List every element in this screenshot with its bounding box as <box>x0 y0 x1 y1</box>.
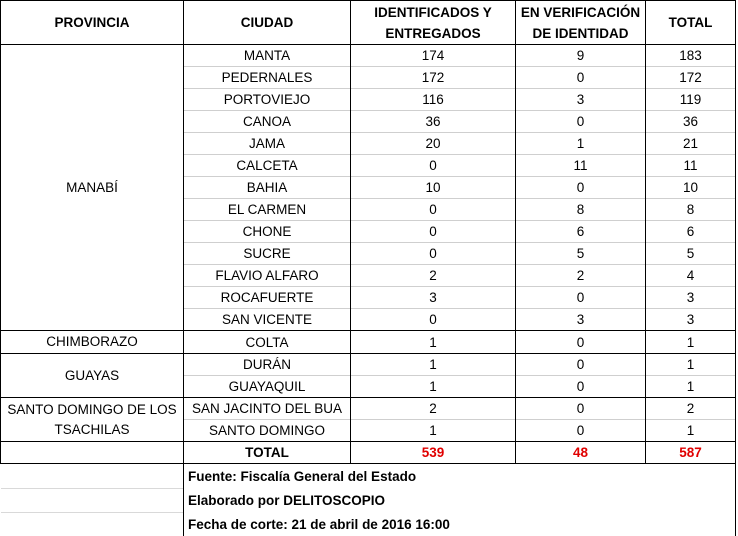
footer-row <box>1 488 736 512</box>
totals-blank-cell <box>1 442 184 464</box>
total-cell: 3 <box>646 309 736 331</box>
ciudad-cell: CALCETA <box>184 155 351 177</box>
total-cell: 21 <box>646 133 736 155</box>
header-ciudad: CIUDAD <box>184 1 351 45</box>
ciudad-cell: CANOA <box>184 111 351 133</box>
total-cell: 1 <box>646 376 736 398</box>
ciudad-cell: FLAVIO ALFARO <box>184 265 351 287</box>
footer-blank-cell <box>1 464 184 489</box>
total-cell: 36 <box>646 111 736 133</box>
identificados-cell: 116 <box>351 89 516 111</box>
total-cell: 1 <box>646 331 736 354</box>
identificados-cell: 0 <box>351 221 516 243</box>
verificacion-cell: 11 <box>516 155 646 177</box>
footer-blank-cell <box>1 512 184 536</box>
provincia-cell: GUAYAS <box>1 354 184 398</box>
verificacion-cell: 5 <box>516 243 646 265</box>
identificados-cell: 2 <box>351 398 516 420</box>
ciudad-cell: PORTOVIEJO <box>184 89 351 111</box>
total-cell: 10 <box>646 177 736 199</box>
footer-author: Elaborado por DELITOSCOPIO <box>184 488 736 512</box>
ciudad-cell: DURÁN <box>184 354 351 376</box>
total-cell: 1 <box>646 420 736 442</box>
total-cell: 6 <box>646 221 736 243</box>
verificacion-cell: 0 <box>516 111 646 133</box>
identificados-cell: 174 <box>351 45 516 67</box>
header-row <box>1 1 736 45</box>
totals-verificacion: 48 <box>516 442 646 464</box>
verificacion-cell: 0 <box>516 376 646 398</box>
totals-total: 587 <box>646 442 736 464</box>
footer-cutoff-date: Fecha de corte: 21 de abril de 2016 16:00 <box>184 512 736 536</box>
identificados-cell: 20 <box>351 133 516 155</box>
verificacion-cell: 1 <box>516 133 646 155</box>
total-cell: 3 <box>646 287 736 309</box>
footer-blank-cell <box>1 488 184 512</box>
identificados-cell: 36 <box>351 111 516 133</box>
total-cell: 11 <box>646 155 736 177</box>
total-cell: 2 <box>646 398 736 420</box>
ciudad-cell: SUCRE <box>184 243 351 265</box>
identificados-cell: 0 <box>351 243 516 265</box>
verificacion-cell: 0 <box>516 67 646 89</box>
table-row <box>1 398 736 420</box>
ciudad-cell: JAMA <box>184 133 351 155</box>
ciudad-cell: COLTA <box>184 331 351 354</box>
verificacion-cell: 9 <box>516 45 646 67</box>
ciudad-cell: EL CARMEN <box>184 199 351 221</box>
ciudad-cell: GUAYAQUIL <box>184 376 351 398</box>
table-body <box>1 45 736 442</box>
provincia-cell: MANABÍ <box>1 45 184 331</box>
verificacion-cell: 3 <box>516 89 646 111</box>
identificados-cell: 0 <box>351 155 516 177</box>
identificados-cell: 1 <box>351 376 516 398</box>
identificados-cell: 10 <box>351 177 516 199</box>
total-cell: 119 <box>646 89 736 111</box>
provincia-cell: CHIMBORAZO <box>1 331 184 354</box>
totals-label: TOTAL <box>184 442 351 464</box>
verificacion-cell: 0 <box>516 331 646 354</box>
total-cell: 172 <box>646 67 736 89</box>
total-cell: 1 <box>646 354 736 376</box>
verificacion-cell: 0 <box>516 420 646 442</box>
ciudad-cell: CHONE <box>184 221 351 243</box>
header-provincia: PROVINCIA <box>1 1 184 45</box>
identificados-cell: 0 <box>351 199 516 221</box>
provincia-cell: SANTO DOMINGO DE LOS TSACHILAS <box>1 398 184 442</box>
ciudad-cell: BAHIA <box>184 177 351 199</box>
verificacion-cell: 0 <box>516 177 646 199</box>
ciudad-cell: PEDERNALES <box>184 67 351 89</box>
identificados-cell: 1 <box>351 331 516 354</box>
identificados-cell: 172 <box>351 67 516 89</box>
total-cell: 183 <box>646 45 736 67</box>
totals-identificados: 539 <box>351 442 516 464</box>
verificacion-cell: 3 <box>516 309 646 331</box>
footer-source: Fuente: Fiscalía General del Estado <box>184 464 736 489</box>
footer-row <box>1 512 736 536</box>
identificados-cell: 1 <box>351 354 516 376</box>
header-total: TOTAL <box>646 1 736 45</box>
identificados-cell: 0 <box>351 309 516 331</box>
verificacion-cell: 0 <box>516 398 646 420</box>
header-identificados: IDENTIFICADOS Y ENTREGADOS <box>351 1 516 45</box>
table-row <box>1 354 736 376</box>
verificacion-cell: 0 <box>516 354 646 376</box>
ciudad-cell: MANTA <box>184 45 351 67</box>
ciudad-cell: SAN VICENTE <box>184 309 351 331</box>
identificados-cell: 3 <box>351 287 516 309</box>
total-cell: 5 <box>646 243 736 265</box>
ciudad-cell: SANTO DOMINGO <box>184 420 351 442</box>
header-verificacion: EN VERIFICACIÓN DE IDENTIDAD <box>516 1 646 45</box>
ciudad-cell: SAN JACINTO DEL BUA <box>184 398 351 420</box>
verificacion-cell: 8 <box>516 199 646 221</box>
table-row <box>1 45 736 67</box>
identificados-cell: 2 <box>351 265 516 287</box>
verificacion-cell: 0 <box>516 287 646 309</box>
ciudad-cell: ROCAFUERTE <box>184 287 351 309</box>
table-row <box>1 331 736 354</box>
totals-row <box>1 442 736 464</box>
identificados-cell: 1 <box>351 420 516 442</box>
footer-row <box>1 464 736 489</box>
total-cell: 8 <box>646 199 736 221</box>
total-cell: 4 <box>646 265 736 287</box>
verificacion-cell: 2 <box>516 265 646 287</box>
verificacion-cell: 6 <box>516 221 646 243</box>
